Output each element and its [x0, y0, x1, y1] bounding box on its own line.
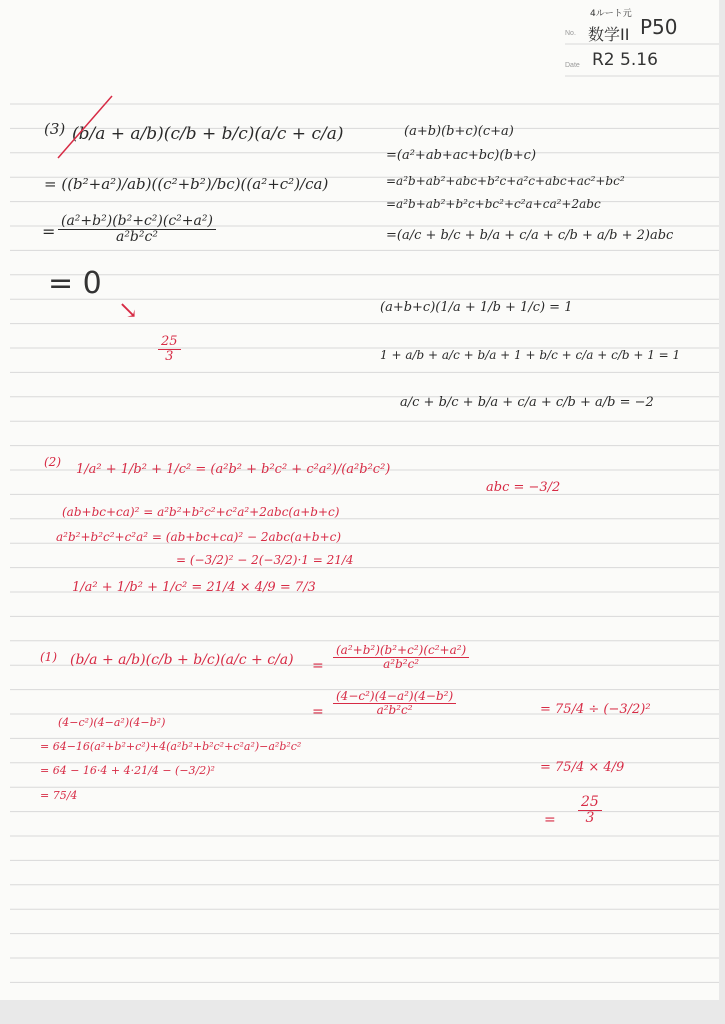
problem-1-fraction-1 [330, 644, 472, 670]
abc-value: abc = −3/2 [486, 480, 561, 495]
no-label: No. [565, 30, 576, 37]
subject-annotation: 4ルート元 [590, 9, 632, 19]
problem-2-line-1: 1/a² + 1/b² + 1/c² = (a²b² + b²c² + c²a²)/(a²b²c²) [76, 462, 391, 477]
expansion-line-1: (a+b)(b+c)(c+a) [404, 124, 514, 139]
fraction-1-denominator: a²b²c² [383, 656, 420, 671]
work-line-3: = 64 − 16·4 + 4·21/4 − (−3/2)² [40, 764, 215, 777]
side-fraction [155, 335, 184, 363]
expansion-line-5: =(a/c + b/c + b/a + c/a + c/b + a/b + 2)abc [386, 228, 674, 243]
fraction-1-numerator: (a²+b²)(b²+c²)(c²+a²) [333, 644, 469, 658]
work-line-4: = 75/4 [40, 789, 78, 802]
fraction-2-numerator: (4−c²)(4−a²)(4−b²) [333, 690, 456, 704]
problem-2-line-5: 1/a² + 1/b² + 1/c² = 21/4 × 4/9 = 7/3 [72, 580, 316, 595]
problem-2-line-2: (ab+bc+ca)² = a²b²+b²c²+c²a²+2abc(a+b+c) [62, 505, 340, 519]
equals-4: = [544, 812, 556, 828]
arrow-mark: ↘ [118, 296, 139, 324]
equals-2: = [312, 704, 324, 720]
page-reference: P50 [640, 15, 678, 39]
equals-sign: = [42, 222, 56, 241]
problem-1-answer [575, 795, 605, 825]
fraction-2-denominator: a²b²c² [376, 702, 413, 717]
answer-denominator: 3 [585, 809, 595, 826]
problem-1-expression: (b/a + a/b)(c/b + b/c)(a/c + c/a) [70, 652, 294, 668]
expansion-line-2: =(a²+ab+ac+bc)(b+c) [386, 148, 537, 163]
problem-2-line-4: = (−3/2)² − 2(−3/2)·1 = 21/4 [176, 553, 354, 567]
step-3-numerator: (a²+b²)(b²+c²)(c²+a²) [58, 214, 216, 230]
problem-1-step-2-tail: = 75/4 ÷ (−3/2)² [540, 702, 651, 717]
equals-1: = [312, 658, 324, 674]
side-fraction-denominator: 3 [165, 348, 174, 364]
problem-1-fraction-2 [330, 690, 459, 716]
problem-3-label: (3) [44, 120, 66, 138]
step-3-denominator: a²b²c² [115, 228, 158, 245]
work-line-2: = 64−16(a²+b²+c²)+4(a²b²+b²c²+c²a²)−a²b²c² [40, 740, 302, 753]
problem-2-label: (2) [44, 455, 61, 469]
expansion-line-3: =a²b+ab²+abc+b²c+a²c+abc+ac²+bc² [386, 174, 625, 188]
identity-line-1: (a+b+c)(1/a + 1/b + 1/c) = 1 [380, 300, 573, 315]
problem-3-expression: (b/a + a/b)(c/b + b/c)(a/c + c/a) [72, 124, 344, 144]
strike-mark [50, 92, 120, 162]
problem-2-line-3: a²b²+b²c²+c²a² = (ab+bc+ca)² − 2abc(a+b+c) [56, 530, 342, 544]
problem-3-step-3 [55, 214, 219, 244]
problem-1-label: (1) [40, 650, 57, 664]
result-zero: = 0 [48, 266, 102, 301]
problem-3-step-2: = ((b²+a²)/ab)((c²+b²)/bc)((a²+c²)/ca) [44, 175, 329, 193]
side-fraction-numerator: 25 [158, 335, 181, 350]
identity-line-3: a/c + b/c + b/a + c/a + c/b + a/b = −2 [400, 395, 654, 410]
date-label: Date [565, 62, 580, 69]
subject-title: 数学II [588, 25, 630, 44]
date-value: R2 5.16 [592, 50, 658, 70]
answer-numerator: 25 [578, 795, 602, 811]
work-line-1: (4−c²)(4−a²)(4−b²) [58, 716, 166, 729]
expansion-line-4: =a²b+ab²+b²c+bc²+c²a+ca²+2abc [386, 197, 601, 211]
identity-line-2: 1 + a/b + a/c + b/a + 1 + b/c + c/a + c/b + 1 = 1 [380, 348, 681, 362]
problem-1-step-3: = 75/4 × 4/9 [540, 760, 625, 775]
